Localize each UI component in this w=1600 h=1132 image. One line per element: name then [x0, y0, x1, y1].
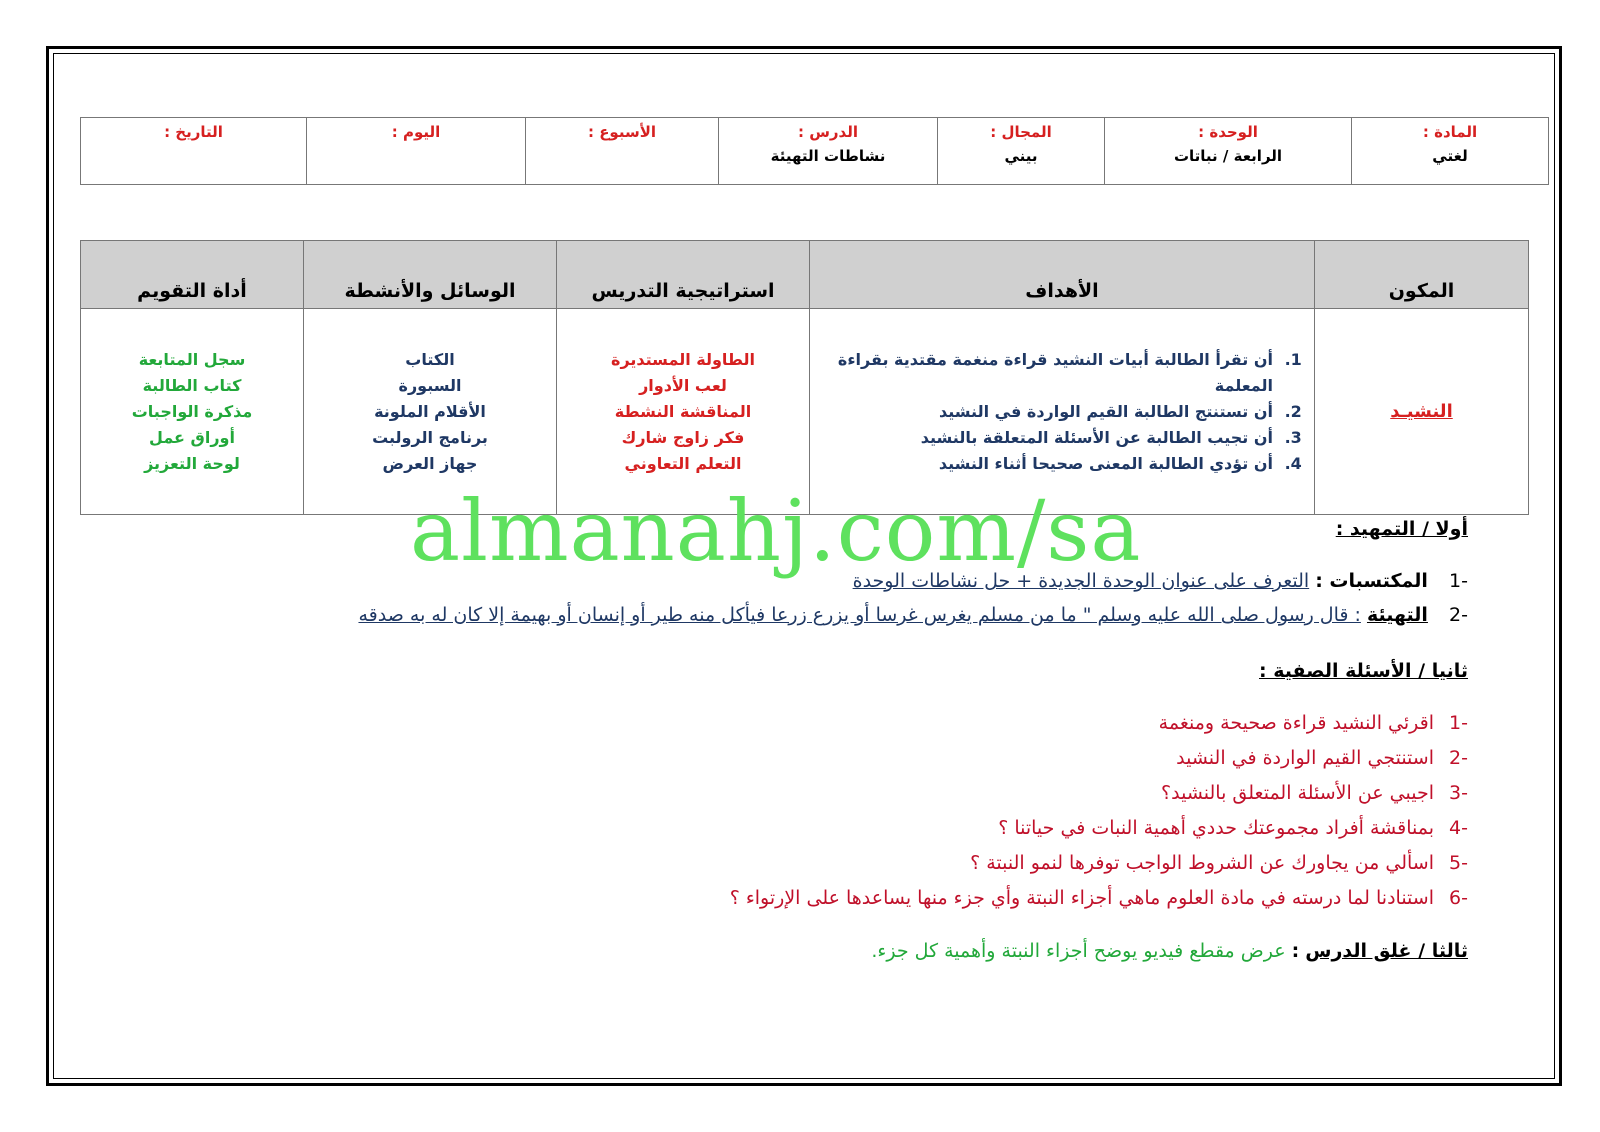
intro-item-2	[358, 604, 1468, 626]
question-item	[970, 852, 1468, 874]
subject-cell	[1352, 118, 1549, 185]
header-objectives: الأهداف	[810, 241, 1315, 309]
assessment-item: أوراق عمل	[149, 427, 235, 447]
intro-item-2-number: -2	[1449, 604, 1468, 626]
question-text: بمناقشة أفراد مجموعتك حددي أهمية النبات في حياتنا ؟	[998, 817, 1434, 839]
header-assessment: أداة التقويم	[81, 241, 304, 309]
objective-item: 3. أن تجيب الطالبة عن الأسئلة المتعلقة بالنشيد	[835, 425, 1279, 451]
header-component: المكون	[1315, 241, 1529, 309]
question-item	[1159, 712, 1468, 734]
header-strategy: استراتيجية التدريس	[557, 241, 810, 309]
day-label: اليوم :	[391, 123, 441, 141]
intro-item-1	[853, 570, 1468, 592]
resource-item: الأقلام الملونة	[374, 401, 486, 421]
assessment-item: سجل المتابعة	[138, 349, 246, 369]
date-cell	[81, 118, 307, 185]
assessment-item: لوحة التعزيز	[144, 453, 240, 473]
unit-cell	[1105, 118, 1352, 185]
domain-cell	[938, 118, 1105, 185]
question-number: -6	[1449, 887, 1468, 909]
component-cell	[1315, 309, 1529, 515]
subject-label: المادة :	[1422, 123, 1478, 141]
header-resources: الوسائل والأنشطة	[304, 241, 557, 309]
question-number: -5	[1449, 852, 1468, 874]
intro-item-2-key: التهيئة	[1366, 604, 1428, 626]
question-text: اسألي من يجاورك عن الشروط الواجب توفرها لنمو النبتة ؟	[970, 852, 1434, 874]
question-number: -2	[1449, 747, 1468, 769]
closing-section	[871, 940, 1468, 962]
lesson-value: نشاطات التهيئة	[770, 147, 886, 165]
domain-value: بيني	[1004, 147, 1038, 165]
objective-item: 4. أن تؤدي الطالبة المعنى صحيحا أثناء النشيد	[835, 451, 1279, 477]
strategy-item: الطاولة المستديرة	[611, 349, 755, 369]
intro-item-2-text: : قال رسول صلى الله عليه وسلم " ما من مسلم يغرس غرسا أو يزرع زرعا فيأكل منه طير أو إنسان أو بهيمة إلا كان له به صدقه	[358, 604, 1361, 626]
intro-title: أولا / التمهيد :	[1335, 518, 1468, 540]
closing-text: عرض مقطع فيديو يوضح أجزاء النبتة وأهمية كل جزء.	[871, 940, 1286, 962]
week-label: الأسبوع :	[587, 123, 657, 141]
question-text: استنادنا لما درسته في مادة العلوم ماهي أجزاء النبتة وأي جزء منها يساعدها على الإرتواء ؟	[729, 887, 1434, 909]
objective-item: 1. أن تقرأ الطالبة أبيات النشيد قراءة منغمة مقتدية بقراءة المعلمة	[835, 347, 1279, 399]
intro-item-1-number: -1	[1449, 570, 1468, 592]
unit-label: الوحدة :	[1198, 123, 1258, 141]
strategy-item: التعلم التعاوني	[624, 453, 742, 473]
lesson-plan-table	[80, 240, 1529, 515]
intro-item-1-key: المكتسبات :	[1315, 570, 1428, 592]
objective-item: 2. أن تستنتج الطالبة القيم الواردة في النشيد	[835, 399, 1279, 425]
question-text: اجيبي عن الأسئلة المتعلق بالنشيد؟	[1161, 782, 1434, 804]
closing-title: ثالثا / غلق الدرس	[1305, 940, 1468, 962]
question-item	[1176, 747, 1468, 769]
domain-label: المجال :	[990, 123, 1052, 141]
objectives-list	[811, 347, 1313, 477]
resource-item: برنامج الرولبت	[372, 427, 488, 447]
question-item	[998, 817, 1468, 839]
question-text: اقرئي النشيد قراءة صحيحة ومنغمة	[1158, 712, 1434, 734]
question-text: استنتجي القيم الواردة في النشيد	[1176, 747, 1434, 769]
week-cell	[526, 118, 719, 185]
resource-item: السبورة	[398, 375, 462, 395]
subject-value: لغتي	[1432, 147, 1468, 165]
resource-item: الكتاب	[405, 349, 455, 369]
questions-title: ثانيا / الأسئلة الصفية :	[1259, 660, 1468, 682]
unit-value: الرابعة / نباتات	[1173, 147, 1283, 165]
resource-item: جهاز العرض	[382, 453, 478, 473]
question-item	[1161, 782, 1468, 804]
watermark: almanahj.com/sa	[410, 482, 1142, 580]
assessment-item: مذكرة الواجبات	[131, 401, 253, 421]
lesson-label: الدرس :	[798, 123, 858, 141]
question-number: -3	[1449, 782, 1468, 804]
assessment-item: كتاب الطالبة	[142, 375, 242, 395]
date-label: التاريخ :	[164, 123, 223, 141]
lesson-info-table	[80, 117, 1549, 185]
component-name: النشيـد	[1390, 400, 1453, 422]
plan-header-row	[81, 241, 1529, 309]
closing-colon: :	[1291, 940, 1300, 962]
intro-item-1-text: التعرف على عنوان الوحدة الجديدة + حل نشاطات الوحدة	[852, 570, 1310, 592]
strategy-item: المناقشة النشطة	[614, 401, 752, 421]
lesson-cell	[719, 118, 938, 185]
question-item	[730, 887, 1468, 909]
question-number: -4	[1449, 817, 1468, 839]
strategy-item: فكر زاوج شارك	[621, 427, 745, 447]
day-cell	[307, 118, 526, 185]
assessment-cell	[81, 309, 304, 515]
question-number: -1	[1449, 712, 1468, 734]
strategy-item: لعب الأدوار	[639, 375, 727, 395]
